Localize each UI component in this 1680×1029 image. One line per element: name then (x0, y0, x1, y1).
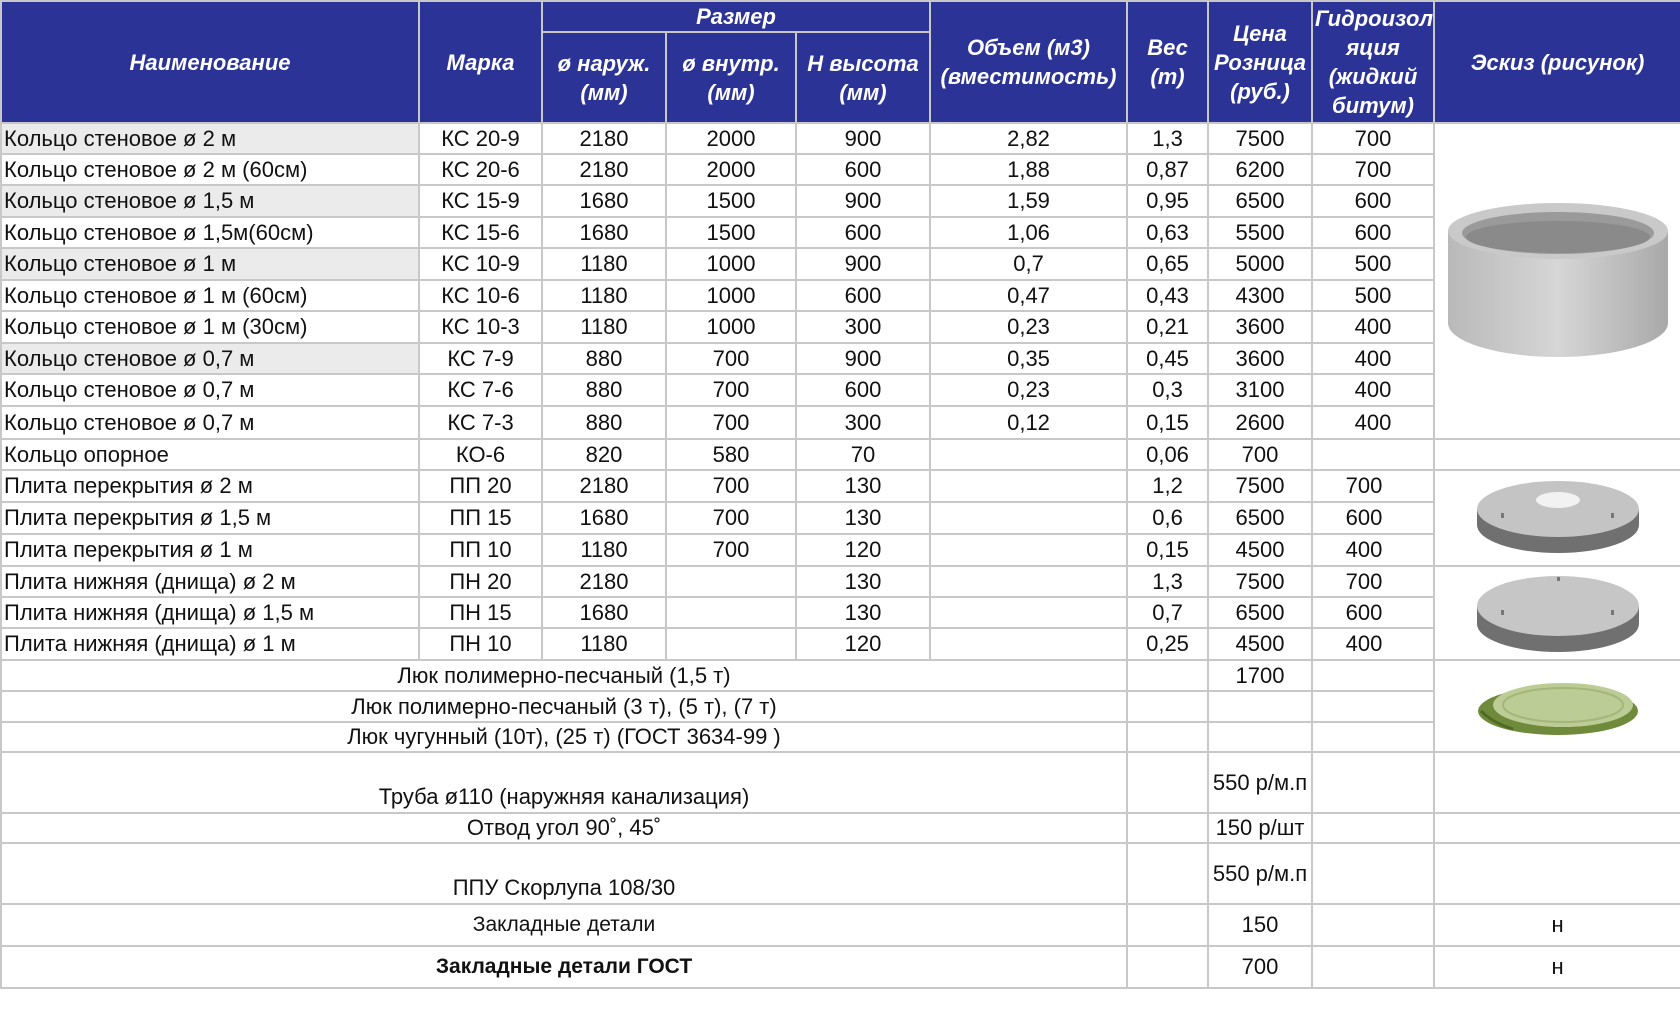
header-mark: Марка (419, 1, 542, 123)
cell-volume: 0,47 (930, 280, 1127, 311)
cell-outer: 2180 (542, 470, 666, 502)
cell-outer: 2180 (542, 123, 666, 154)
cell-wp: 400 (1312, 406, 1434, 439)
cell-weight (1127, 843, 1208, 904)
sketch-empty-cell (1434, 439, 1680, 470)
table-row (1, 660, 1680, 691)
cell-weight: 0,25 (1127, 628, 1208, 660)
cell-name: Плита перекрытия ø 2 м (1, 470, 419, 502)
cell-height: 130 (796, 502, 930, 534)
cell-volume: 2,82 (930, 123, 1127, 154)
table-row (1, 406, 1680, 439)
table-row (1, 123, 1680, 154)
cell-price: 2600 (1208, 406, 1312, 439)
cell-height: 900 (796, 123, 930, 154)
cell-price: 550 р/м.п (1208, 843, 1312, 904)
cell-price: 3600 (1208, 311, 1312, 343)
cell-inner: 1000 (666, 248, 796, 280)
cell-wp: 700 (1312, 566, 1434, 597)
cell-height: 900 (796, 185, 930, 217)
cell-price (1208, 722, 1312, 752)
table-row (1, 843, 1680, 904)
cell-inner: 1500 (666, 185, 796, 217)
cell-outer: 880 (542, 374, 666, 406)
cell-price: 700 (1208, 946, 1312, 988)
table-row (1, 691, 1680, 722)
cell-name: Кольцо стеновое ø 2 м (60см) (1, 154, 419, 185)
cell-outer: 1680 (542, 502, 666, 534)
cell-wp: 600 (1312, 217, 1434, 248)
cell-outer: 1680 (542, 597, 666, 628)
cell-mark: ПН 15 (419, 597, 542, 628)
cell-name: Кольцо стеновое ø 1 м (1, 248, 419, 280)
cell-name: Кольцо стеновое ø 1,5м(60см) (1, 217, 419, 248)
cell-height: 600 (796, 217, 930, 248)
cell-waterproof (1312, 660, 1434, 691)
cell-price (1208, 691, 1312, 722)
table-row (1, 946, 1680, 988)
cell-outer: 1180 (542, 628, 666, 660)
cell-price: 1700 (1208, 660, 1312, 691)
cell-inner: 700 (666, 502, 796, 534)
cell-name: Кольцо стеновое ø 0,7 м (1, 374, 419, 406)
cell-price: 5000 (1208, 248, 1312, 280)
cell-outer: 1180 (542, 534, 666, 566)
cell-weight: 0,65 (1127, 248, 1208, 280)
header-name: Наименование (1, 1, 419, 123)
cell-wp: 700 (1312, 470, 1434, 502)
table-row (1, 534, 1680, 566)
table-row (1, 752, 1680, 813)
cell-mark: КС 15-9 (419, 185, 542, 217)
cell-wp: 400 (1312, 343, 1434, 374)
cell-waterproof (1312, 904, 1434, 946)
cell-volume: 0,23 (930, 311, 1127, 343)
cell-name: Плита нижняя (днища) ø 2 м (1, 566, 419, 597)
sketch-ring-cell (1434, 123, 1680, 439)
cell-price: 4300 (1208, 280, 1312, 311)
header-sketch: Эскиз (рисунок) (1434, 1, 1680, 123)
cell-volume (930, 470, 1127, 502)
cell-wp: 400 (1312, 628, 1434, 660)
cell-height: 900 (796, 248, 930, 280)
cell-weight: 0,15 (1127, 406, 1208, 439)
cell-volume: 0,23 (930, 374, 1127, 406)
table-row (1, 722, 1680, 752)
cell-price: 6500 (1208, 597, 1312, 628)
table-row (1, 185, 1680, 217)
cell-inner: 700 (666, 534, 796, 566)
cell-weight: 0,43 (1127, 280, 1208, 311)
cell-waterproof (1312, 843, 1434, 904)
cell-weight: 0,6 (1127, 502, 1208, 534)
cover-slab-icon (1473, 475, 1643, 561)
table-row (1, 813, 1680, 843)
cell-sketch: н (1434, 904, 1680, 946)
cell-mark: ПП 20 (419, 470, 542, 502)
cell-weight (1127, 946, 1208, 988)
cell-height: 600 (796, 280, 930, 311)
cell-wp: 700 (1312, 154, 1434, 185)
cell-mark: КС 10-6 (419, 280, 542, 311)
cell-outer: 1180 (542, 311, 666, 343)
cell-mark: КС 10-3 (419, 311, 542, 343)
table-row (1, 597, 1680, 628)
cell-mark: ПП 10 (419, 534, 542, 566)
cell-inner (666, 597, 796, 628)
cell-wp: 400 (1312, 374, 1434, 406)
manhole-hatch-icon (1473, 671, 1643, 741)
cell-volume: 0,35 (930, 343, 1127, 374)
cell-volume (930, 566, 1127, 597)
bottom-slab-icon (1473, 568, 1643, 658)
cell-mark: КС 7-3 (419, 406, 542, 439)
header-price: Цена Розница (руб.) (1208, 1, 1312, 123)
cell-wp: 600 (1312, 597, 1434, 628)
cell-inner (666, 628, 796, 660)
cell-inner: 2000 (666, 154, 796, 185)
cell-volume: 1,59 (930, 185, 1127, 217)
cell-weight: 1,3 (1127, 566, 1208, 597)
header-volume: Объем (м3) (вместимость) (930, 1, 1127, 123)
cell-height: 600 (796, 154, 930, 185)
table-row (1, 470, 1680, 502)
header-waterproof: Гидроизол яция (жидкий битум) (1312, 1, 1434, 123)
cell-mark: КС 20-6 (419, 154, 542, 185)
sketch-cover-slab-cell (1434, 470, 1680, 566)
cell-price: 4500 (1208, 628, 1312, 660)
cell-name: Плита нижняя (днища) ø 1 м (1, 628, 419, 660)
cell-name: Плита перекрытия ø 1 м (1, 534, 419, 566)
cell-height: 300 (796, 311, 930, 343)
cell-outer: 820 (542, 439, 666, 470)
cell-inner: 1500 (666, 217, 796, 248)
cell-weight: 0,21 (1127, 311, 1208, 343)
cell-outer: 1180 (542, 280, 666, 311)
cell-height: 300 (796, 406, 930, 439)
cell-waterproof (1312, 946, 1434, 988)
cell-outer: 2180 (542, 154, 666, 185)
cell-price: 6500 (1208, 185, 1312, 217)
cell-price: 6500 (1208, 502, 1312, 534)
cell-name: ППУ Скорлупа 108/30 (1, 843, 1127, 904)
cell-inner: 700 (666, 374, 796, 406)
table-row (1, 280, 1680, 311)
table-row (1, 248, 1680, 280)
cell-volume: 0,7 (930, 248, 1127, 280)
cell-outer: 2180 (542, 566, 666, 597)
cell-name: Плита нижняя (днища) ø 1,5 м (1, 597, 419, 628)
cell-weight: 1,3 (1127, 123, 1208, 154)
cell-name: Люк полимерно-песчаный (1,5 т) (1, 660, 1127, 691)
cell-wp: 600 (1312, 502, 1434, 534)
table-row (1, 154, 1680, 185)
cell-name: Кольцо стеновое ø 0,7 м (1, 406, 419, 439)
cell-outer: 880 (542, 406, 666, 439)
cell-inner: 580 (666, 439, 796, 470)
cell-wp: 600 (1312, 185, 1434, 217)
cell-volume: 1,88 (930, 154, 1127, 185)
cell-mark: КС 7-6 (419, 374, 542, 406)
cell-weight (1127, 813, 1208, 843)
concrete-ring-icon (1443, 201, 1673, 361)
cell-mark: ПН 20 (419, 566, 542, 597)
cell-height: 130 (796, 566, 930, 597)
cell-price: 150 (1208, 904, 1312, 946)
table-row (1, 502, 1680, 534)
cell-outer: 880 (542, 343, 666, 374)
cell-outer: 1180 (542, 248, 666, 280)
cell-inner (666, 566, 796, 597)
cell-volume (930, 628, 1127, 660)
cell-name: Плита перекрытия ø 1,5 м (1, 502, 419, 534)
cell-volume (930, 439, 1127, 470)
cell-price: 4500 (1208, 534, 1312, 566)
cell-name: Люк полимерно-песчаный (3 т), (5 т), (7 т) (1, 691, 1127, 722)
cell-inner: 2000 (666, 123, 796, 154)
cell-name: Люк чугунный (10т), (25 т) (ГОСТ 3634-99 ) (1, 722, 1127, 752)
cell-inner: 1000 (666, 280, 796, 311)
table-row (1, 311, 1680, 343)
cell-name: Закладные детали (1, 904, 1127, 946)
cell-price: 7500 (1208, 470, 1312, 502)
cell-volume: 1,06 (930, 217, 1127, 248)
cell-weight: 0,45 (1127, 343, 1208, 374)
cell-inner: 700 (666, 343, 796, 374)
cell-mark: КС 20-9 (419, 123, 542, 154)
table-row (1, 343, 1680, 374)
cell-mark: КС 10-9 (419, 248, 542, 280)
cell-inner: 1000 (666, 311, 796, 343)
cell-name: Кольцо стеновое ø 1 м (60см) (1, 280, 419, 311)
cell-volume (930, 534, 1127, 566)
cell-weight (1127, 691, 1208, 722)
cell-height: 130 (796, 597, 930, 628)
cell-weight: 0,87 (1127, 154, 1208, 185)
cell-weight: 1,2 (1127, 470, 1208, 502)
cell-name: Труба ø110 (наружняя канализация) (1, 752, 1127, 813)
cell-height: 120 (796, 628, 930, 660)
cell-outer: 1680 (542, 217, 666, 248)
cell-name: Отвод угол 90˚, 45˚ (1, 813, 1127, 843)
cell-waterproof (1312, 722, 1434, 752)
sketch-bottom-slab-cell (1434, 566, 1680, 660)
cell-waterproof (1312, 813, 1434, 843)
header-height: Н высота (мм) (796, 32, 930, 123)
cell-name: Кольцо стеновое ø 1,5 м (1, 185, 419, 217)
cell-sketch (1434, 843, 1680, 904)
cell-sketch (1434, 813, 1680, 843)
cell-inner: 700 (666, 470, 796, 502)
table-row (1, 439, 1680, 470)
cell-weight (1127, 752, 1208, 813)
cell-price: 150 р/шт (1208, 813, 1312, 843)
cell-volume: 0,12 (930, 406, 1127, 439)
cell-price: 5500 (1208, 217, 1312, 248)
cell-price: 3600 (1208, 343, 1312, 374)
header-outer: ø наруж. (мм) (542, 32, 666, 123)
table-row (1, 904, 1680, 946)
cell-weight: 0,95 (1127, 185, 1208, 217)
cell-height: 600 (796, 374, 930, 406)
cell-wp: 700 (1312, 123, 1434, 154)
table-row (1, 628, 1680, 660)
cell-weight (1127, 722, 1208, 752)
cell-price: 3100 (1208, 374, 1312, 406)
cell-weight: 0,3 (1127, 374, 1208, 406)
cell-weight (1127, 660, 1208, 691)
cell-mark: КС 15-6 (419, 217, 542, 248)
cell-wp: 400 (1312, 534, 1434, 566)
sketch-hatch-cell (1434, 660, 1680, 752)
cell-weight (1127, 904, 1208, 946)
header-weight: Вес (т) (1127, 1, 1208, 123)
cell-volume (930, 597, 1127, 628)
cell-mark: ПН 10 (419, 628, 542, 660)
cell-weight: 0,63 (1127, 217, 1208, 248)
cell-mark: ПП 15 (419, 502, 542, 534)
cell-mark: КО-6 (419, 439, 542, 470)
cell-inner: 700 (666, 406, 796, 439)
table-row (1, 566, 1680, 597)
cell-wp: 400 (1312, 311, 1434, 343)
cell-price: 7500 (1208, 123, 1312, 154)
cell-waterproof (1312, 752, 1434, 813)
cell-price: 7500 (1208, 566, 1312, 597)
cell-wp (1312, 439, 1434, 470)
cell-wp: 500 (1312, 248, 1434, 280)
cell-name: Кольцо стеновое ø 2 м (1, 123, 419, 154)
cell-weight: 0,7 (1127, 597, 1208, 628)
cell-name: Кольцо опорное (1, 439, 419, 470)
cell-sketch: н (1434, 946, 1680, 988)
cell-weight: 0,06 (1127, 439, 1208, 470)
cell-height: 130 (796, 470, 930, 502)
cell-price: 6200 (1208, 154, 1312, 185)
cell-price: 700 (1208, 439, 1312, 470)
cell-mark: КС 7-9 (419, 343, 542, 374)
header-inner: ø внутр. (мм) (666, 32, 796, 123)
cell-price: 550 р/м.п (1208, 752, 1312, 813)
cell-name: Закладные детали ГОСТ (1, 946, 1127, 988)
cell-height: 900 (796, 343, 930, 374)
header-size-group: Размер (542, 1, 930, 32)
cell-sketch (1434, 752, 1680, 813)
cell-volume (930, 502, 1127, 534)
cell-wp: 500 (1312, 280, 1434, 311)
cell-waterproof (1312, 691, 1434, 722)
cell-name: Кольцо стеновое ø 1 м (30см) (1, 311, 419, 343)
cell-height: 120 (796, 534, 930, 566)
cell-height: 70 (796, 439, 930, 470)
cell-name: Кольцо стеновое ø 0,7 м (1, 343, 419, 374)
cell-outer: 1680 (542, 185, 666, 217)
table-row (1, 374, 1680, 406)
cell-weight: 0,15 (1127, 534, 1208, 566)
table-row (1, 217, 1680, 248)
